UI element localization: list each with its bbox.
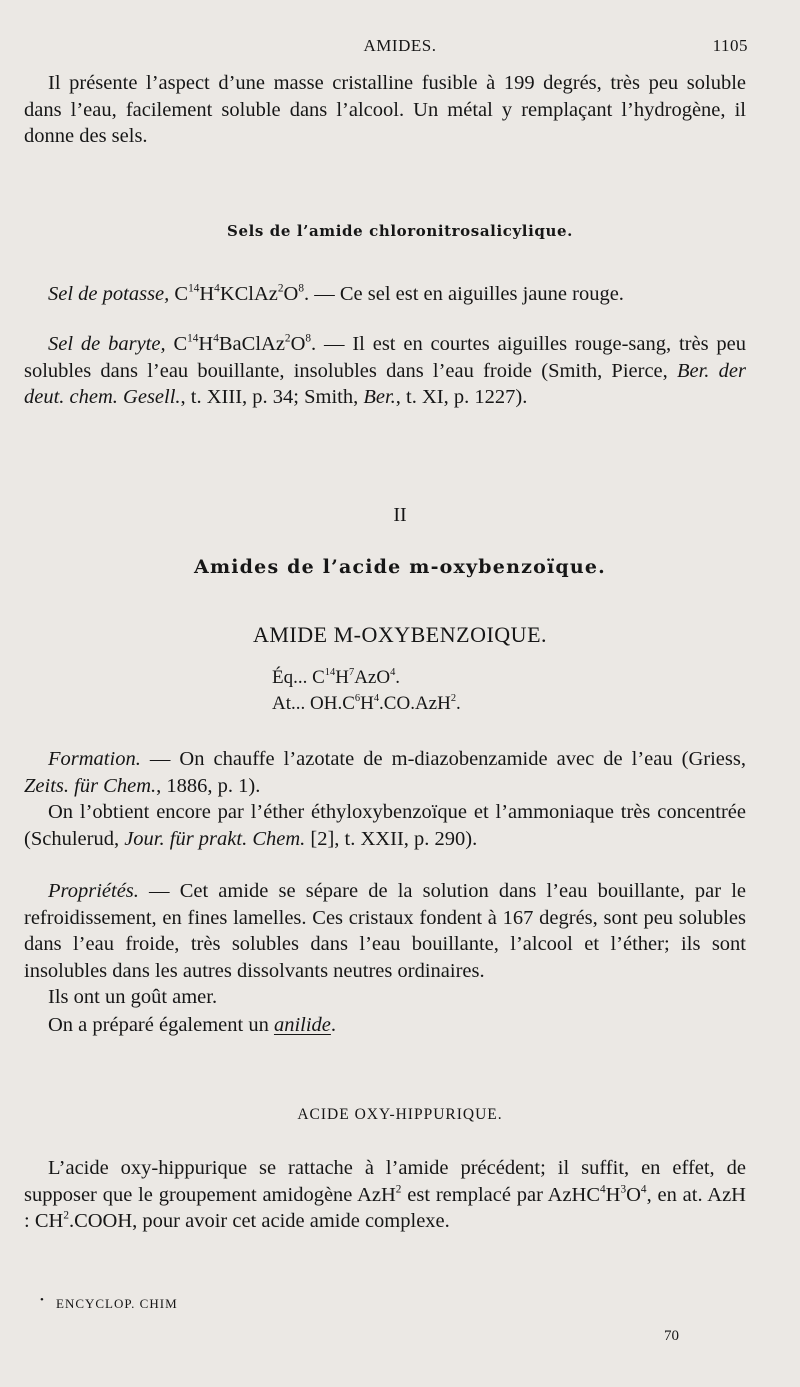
anilide-paragraph (24, 1012, 746, 1039)
formula-part: . (395, 667, 401, 688)
formation-label: Formation. (48, 748, 141, 770)
footer-signature: ENCYCLOP. CHIM (56, 1296, 178, 1311)
formula-subscript: 4 (640, 1183, 647, 1196)
section-heading-m-oxybenzoic: Amides de l’acide m-oxybenzoïque. (194, 556, 606, 578)
formula-subscript: 2 (284, 332, 291, 345)
properties-label: Propriétés. (48, 880, 139, 902)
formula-subscript: 2 (395, 1183, 402, 1196)
properties-text: — Cet amide se sépare de la solution dans l’eau bouillante, par le refroidissement, en fines lamelles. Ces cristaux fondent à 167 degrés, sont peu solubles dans l’eau froide, très solubles dans l’eau bouillante, l’alcool et l’éther; ils sont insolubles dans les autres dissolvants neutres ordinaires. (24, 880, 746, 982)
formula-subscript: 2 (450, 693, 457, 705)
formation-paragraph-2 (24, 799, 746, 852)
formula-part: O (290, 333, 306, 355)
formula-prefix: At... (272, 693, 310, 714)
formula-part: KClAz (219, 283, 278, 305)
formula-subscript: 3 (620, 1183, 627, 1196)
anilide-text: . (330, 1014, 337, 1036)
anilide-text: On a préparé également un (48, 1014, 274, 1036)
formula-part: H (360, 693, 374, 714)
formula-part: C (173, 333, 188, 355)
oxy-hippuric-paragraph (24, 1155, 746, 1235)
formula-part: . (456, 693, 461, 714)
baryte-text: , t. XIII, p. 34; Smith, (180, 386, 364, 408)
potash-salt-label: Sel de potasse, (48, 283, 170, 305)
formation-text: — On chauffe l’azotate de m-diazobenzamide avec de l’eau (Griess, (140, 748, 746, 770)
baryte-salt-paragraph (24, 331, 746, 411)
section-number: II (393, 504, 407, 526)
running-header-title: AMIDES. (363, 36, 437, 55)
acid-title: ACIDE OXY-HIPPURIQUE. (297, 1106, 503, 1123)
formula-subscript: 8 (305, 332, 312, 345)
formation-text: , 1886, p. 1). (156, 774, 261, 797)
formula-part: AzO (354, 667, 391, 688)
intro-paragraph: Il présente l’aspect d’une masse cristalline fusible à 199 degrés, très peu soluble dans l’eau, facilement soluble dans l’alcool. Un métal y remplaçant l’hydrogène, il donne des sels. (24, 72, 746, 147)
formation-text: [2], t. XXII, p. 290). (305, 827, 478, 850)
acid-text: O (626, 1183, 641, 1206)
formula-subscript: 7 (348, 667, 355, 679)
formula-part: . (303, 283, 310, 305)
footer-bullet: • (40, 1294, 44, 1306)
formula-subscript: 14 (188, 282, 200, 295)
equivalent-formula (272, 667, 400, 689)
formula-subscript: 14 (324, 667, 336, 679)
acid-text: L’acide oxy-hippurique se rattache à l’amide précédent; il suffit, en effet, de supposer que le groupement amidogène AzH (24, 1157, 746, 1206)
formula-subscript: 4 (600, 1183, 606, 1196)
formation-text: On l’obtient encore par l’éther éthyloxybenzoïque et l’ammoniaque très concentrée (Schulerud, (24, 801, 746, 850)
formula-part: OH.C (310, 693, 355, 714)
properties-paragraph (24, 878, 746, 984)
formula-part: H (335, 667, 349, 688)
anilide-term: anilide (273, 1014, 331, 1036)
formula-subscript: 8 (298, 282, 304, 295)
journal-reference: Jour. für prakt. Chem. (124, 827, 306, 850)
acid-text: H (605, 1183, 621, 1206)
formula-part: .CO.AzH (379, 693, 451, 714)
acid-text: est remplacé par AzHC (401, 1183, 601, 1206)
formula-subscript: 14 (187, 332, 199, 345)
formula-part: BaClAz (218, 333, 285, 355)
formula-part: O (283, 283, 299, 305)
baryte-text: — Il est en courtes aiguilles rouge-sang, très peu solubles dans l’eau bouillante, insolubles dans l’eau froide (Smith, Pierce, (24, 333, 747, 382)
atomic-formula (272, 693, 461, 715)
formula-subscript: 6 (354, 693, 361, 705)
baryte-text: , t. XI, p. 1227). (395, 386, 528, 408)
journal-reference: Ber. der deut. chem. Gesell. (24, 359, 746, 408)
formula-part: C (312, 667, 325, 688)
potash-salt-text: — Ce sel est en aiguilles jaune rouge. (309, 283, 624, 305)
journal-reference: Ber. (363, 386, 396, 408)
formula-subscript: 4 (213, 332, 219, 345)
section-heading-salts: Sels de l’amide chloronitrosalicylique. (227, 222, 573, 240)
formula-subscript: 2 (277, 282, 284, 295)
formation-paragraph (24, 746, 746, 799)
formula-part: H (199, 283, 215, 305)
formula-subscript: 4 (373, 693, 380, 705)
journal-reference: Zeits. für Chem. (24, 774, 157, 797)
formula-part: C (174, 283, 189, 305)
signature-folio: 70 (664, 1328, 679, 1344)
compound-title: AMIDE M-OXYBENZOIQUE. (252, 622, 548, 647)
formula-part: H (198, 333, 214, 355)
formula-subscript: 2 (63, 1209, 69, 1222)
formula-subscript: 4 (214, 282, 220, 295)
formula-subscript: 4 (390, 667, 396, 679)
potash-salt-paragraph (24, 281, 746, 308)
taste-paragraph: Ils ont un goût amer. (48, 986, 218, 1008)
baryte-salt-label: Sel de baryte, (48, 333, 166, 355)
acid-text: .COOH, pour avoir cet acide amide complexe. (68, 1210, 450, 1232)
formula-part: . (311, 333, 317, 355)
formula-prefix: Éq... (272, 667, 313, 688)
page-number: 1105 (712, 36, 748, 55)
acid-text: , en at. AzH : CH (24, 1183, 746, 1232)
